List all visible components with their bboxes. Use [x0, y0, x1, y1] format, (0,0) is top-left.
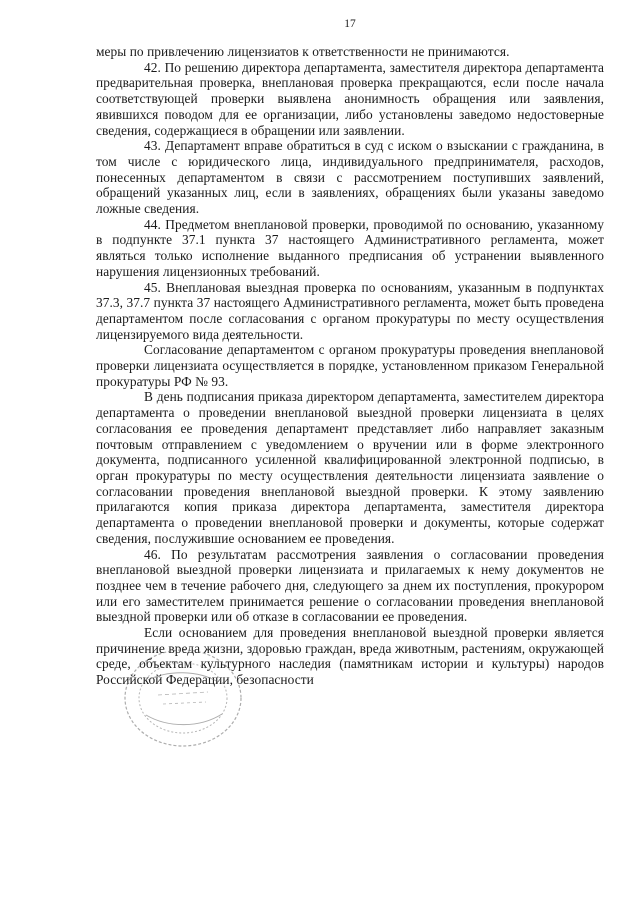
paragraph: Если основанием для проведения внеплановой выездной проверки является причинение вреда жизни, здоровью граждан, вреда животным, растениям, окружающей среде, объектам культурного наследия (памятникам истории и культуры) народов Российской Федерации, безопасности: [96, 625, 604, 688]
paragraph: 44. Предметом внеплановой проверки, проводимой по основанию, указанному в подпункте 37.1 пункта 37 настоящего Административного регламента, может являться только исполнение выданного предписания об устранении выявленного нарушения лицензионных требований.: [96, 216, 604, 279]
paragraph: меры по привлечению лицензиатов к ответственности не принимаются.: [96, 44, 510, 59]
paragraph: В день подписания приказа директором департамента, заместителем директора департамента о проведении внеплановой выездной проверки лицензиата в целях согласования ее проведения департамент представляет либо направляет заказным почтовым отправлением с уведомлением о вручении или в форме электронного документа, подписанного усиленной квалифицированной электронной подписью, в орган прокуратуры по месту осуществления деятельности лицензиата заявление о согласовании проведения внеплановой выездной проверки. К этому заявлению прилагаются копия приказа директора департамента, заместителя директора департамента о проведении внеплановой проверки и документы, которые содержат сведения, послужившие основанием ее проведения.: [96, 389, 604, 546]
document-page: [96, 18, 604, 688]
paragraph: 45. Внеплановая выездная проверка по основаниям, указанным в подпунктах 37.3, 37.7 пункта 37 настоящего Административного регламента, может быть проведена департаментом после согласования с органом прокуратуры по месту осуществления лицензируемого вида деятельности.: [96, 279, 604, 342]
paragraph: 46. По результатам рассмотрения заявления о согласовании проведения внеплановой выездной проверки лицензиата и прилагаемых к нему документов не позднее чем в течение рабочего дня, следующего за днем их поступления, прокурором или его заместителем принимается решение о согласовании проведения внеплановой выездной проверки или об отказе в согласовании ее проведения.: [96, 546, 604, 625]
paragraph: 42. По решению директора департамента, заместителя директора департамента предварительная проверка, внеплановая проверка прекращаются, если после начала соответствующей проверки выявлена анонимность обращения или заявления, явившихся поводом для ее организации, либо установлены заведомо недостоверные сведения, содержащиеся в обращении или заявлении.: [96, 59, 604, 138]
paragraph: Согласование департаментом с органом прокуратуры проведения внеплановой проверки лицензиата осуществляется в порядке, установленном приказом Генеральной прокуратуры РФ № 93.: [96, 342, 604, 389]
paragraph: 43. Департамент вправе обратиться в суд с иском о взыскании с гражданина, в том числе с юридического лица, индивидуального предпринимателя, расходов, понесенных департаментом в связи с рассмотрением поступивших заявлений, обращений указанных лиц, если в заявлениях, обращениях были указаны заведомо ложные сведения.: [96, 138, 604, 217]
document-body: [96, 44, 604, 688]
page-number: 17: [344, 18, 356, 30]
official-stamp-icon: [118, 640, 248, 750]
